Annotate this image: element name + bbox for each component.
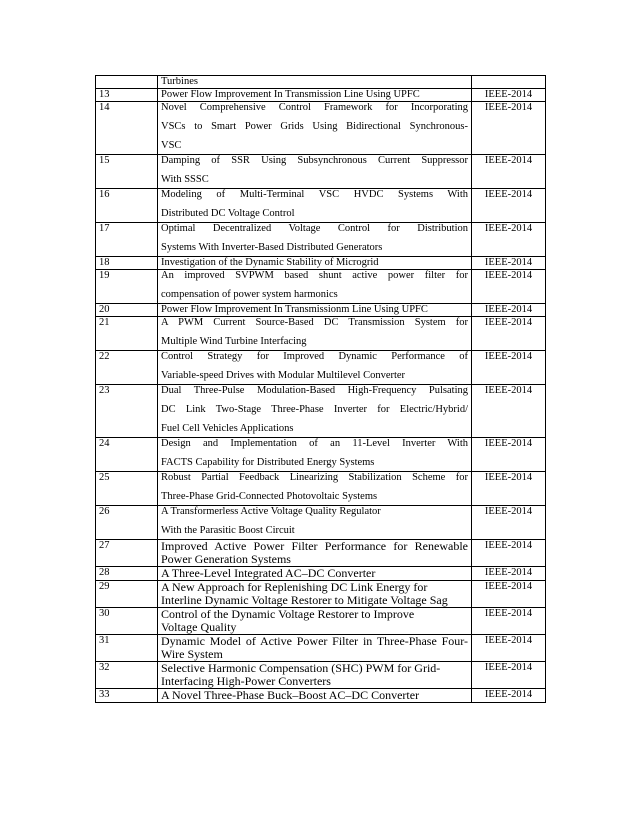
row-number: 32 [96, 662, 158, 689]
project-title-line: FACTS Capability for Distributed Energy Systems [161, 457, 375, 468]
project-list-table [95, 75, 546, 703]
project-title-line: Control of the Dynamic Voltage Restorer to Improve [161, 607, 415, 621]
table-row [96, 76, 546, 89]
project-title-line: Modeling of Multi-Terminal VSC HVDC Systems With [161, 189, 468, 200]
project-title-line: Damping of SSR Using Subsynchronous Current Suppressor [161, 155, 468, 166]
table-row [96, 102, 546, 155]
project-title-line: Selective Harmonic Compensation (SHC) PWM for Grid- [161, 661, 441, 675]
project-title [158, 102, 472, 155]
row-number: 25 [96, 472, 158, 506]
publication-year: IEEE-2014 [472, 351, 546, 385]
table-row [96, 257, 546, 270]
project-title [158, 304, 472, 317]
project-title-line: Novel Comprehensive Control Framework for Incorporating [161, 102, 468, 113]
project-title-line: Investigation of the Dynamic Stability of Microgrid [161, 257, 379, 268]
table-row [96, 89, 546, 102]
publication-year: IEEE-2014 [472, 317, 546, 351]
publication-year: IEEE-2014 [472, 89, 546, 102]
table-row [96, 351, 546, 385]
project-title-line: Variable-speed Drives with Modular Multilevel Converter [161, 370, 406, 381]
project-title-line: Control Strategy for Improved Dynamic Performance of [161, 351, 468, 362]
project-title [158, 189, 472, 223]
table-row [96, 506, 546, 540]
publication-year: IEEE-2014 [472, 223, 546, 257]
publication-year: IEEE-2014 [472, 385, 546, 438]
publication-year: IEEE-2014 [472, 189, 546, 223]
project-title-line: Power Flow Improvement In Transmission Line Using UPFC [161, 89, 420, 100]
table-row [96, 438, 546, 472]
project-title [158, 155, 472, 189]
table-row [96, 567, 546, 581]
project-title [158, 89, 472, 102]
project-title [158, 385, 472, 438]
project-title [158, 540, 472, 567]
table-row [96, 608, 546, 635]
row-number: 16 [96, 189, 158, 223]
project-title-line: With the Parasitic Boost Circuit [161, 525, 295, 536]
project-title-line: compensation of power system harmonics [161, 289, 338, 300]
table-row [96, 689, 546, 703]
row-number: 24 [96, 438, 158, 472]
publication-year: IEEE-2014 [472, 102, 546, 155]
row-number: 29 [96, 581, 158, 608]
row-number: 17 [96, 223, 158, 257]
project-title-line: With SSSC [161, 174, 209, 185]
publication-year: IEEE-2014 [472, 304, 546, 317]
project-title-line: A Novel Three-Phase Buck–Boost AC–DC Converter [161, 688, 420, 702]
project-title-line: Power Generation Systems [161, 552, 291, 566]
project-title-line: A Three-Level Integrated AC–DC Converter [161, 566, 376, 580]
publication-year: IEEE-2014 [472, 155, 546, 189]
publication-year: IEEE-2014 [472, 689, 546, 703]
project-title-line: Dual Three-Pulse Modulation-Based High-Frequency Pulsating [161, 385, 468, 396]
project-title-line: Turbines [161, 76, 198, 87]
table-row [96, 581, 546, 608]
project-title-line: Interfacing High-Power Converters [161, 674, 331, 688]
project-title-line: A Transformerless Active Voltage Quality Regulator [161, 506, 381, 517]
row-number: 27 [96, 540, 158, 567]
project-title [158, 472, 472, 506]
project-title-line: Distributed DC Voltage Control [161, 208, 295, 219]
project-title-line: A New Approach for Replenishing DC Link Energy for [161, 580, 428, 594]
project-title-line: Robust Partial Feedback Linearizing Stabilization Scheme for [161, 472, 468, 483]
table-row [96, 635, 546, 662]
project-title-line: An improved SVPWM based shunt active power filter for [161, 270, 468, 281]
project-title-line: Design and Implementation of an 11-Level Inverter With [161, 438, 468, 449]
project-title-line: Improved Active Power Filter Performance for Renewable [161, 539, 468, 553]
project-title [158, 351, 472, 385]
row-number: 23 [96, 385, 158, 438]
row-number: 28 [96, 567, 158, 581]
project-title [158, 317, 472, 351]
row-number: 14 [96, 102, 158, 155]
project-title [158, 76, 472, 89]
table-row [96, 385, 546, 438]
project-title-line: Systems With Inverter-Based Distributed Generators [161, 242, 383, 253]
table-row [96, 270, 546, 304]
publication-year: IEEE-2014 [472, 662, 546, 689]
publication-year: IEEE-2014 [472, 635, 546, 662]
project-title [158, 581, 472, 608]
row-number: 30 [96, 608, 158, 635]
publication-year: IEEE-2014 [472, 438, 546, 472]
table-row [96, 317, 546, 351]
row-number: 21 [96, 317, 158, 351]
publication-year: IEEE-2014 [472, 506, 546, 540]
project-title-line: Optimal Decentralized Voltage Control for Distribution [161, 223, 468, 234]
table-row [96, 189, 546, 223]
project-title-line: Multiple Wind Turbine Interfacing [161, 336, 307, 347]
project-title [158, 438, 472, 472]
row-number: 33 [96, 689, 158, 703]
project-title-line: Voltage Quality [161, 620, 237, 634]
project-title-line: Interline Dynamic Voltage Restorer to Mitigate Voltage Sag [161, 593, 448, 607]
row-number: 20 [96, 304, 158, 317]
publication-year: IEEE-2014 [472, 608, 546, 635]
project-title-line: DC Link Two-Stage Three-Phase Inverter for Electric/Hybrid/ [161, 404, 468, 415]
table-row [96, 472, 546, 506]
project-title [158, 689, 472, 703]
project-title-line: VSCs to Smart Power Grids Using Bidirectional Synchronous- [161, 121, 468, 132]
project-title [158, 257, 472, 270]
project-title-line: Dynamic Model of Active Power Filter in Three-Phase Four- [161, 634, 468, 648]
project-title [158, 608, 472, 635]
project-title [158, 506, 472, 540]
project-title-line: Fuel Cell Vehicles Applications [161, 423, 294, 434]
table-row [96, 155, 546, 189]
table-row [96, 223, 546, 257]
publication-year: IEEE-2014 [472, 270, 546, 304]
publication-year [472, 76, 546, 89]
project-title [158, 662, 472, 689]
row-number [96, 76, 158, 89]
project-title [158, 567, 472, 581]
table-body [96, 76, 546, 703]
row-number: 31 [96, 635, 158, 662]
table-row [96, 540, 546, 567]
project-title-line: Power Flow Improvement In Transmissionm Line Using UPFC [161, 304, 428, 315]
publication-year: IEEE-2014 [472, 472, 546, 506]
project-title [158, 635, 472, 662]
project-title [158, 223, 472, 257]
row-number: 19 [96, 270, 158, 304]
project-title-line: A PWM Current Source-Based DC Transmission System for [161, 317, 468, 328]
publication-year: IEEE-2014 [472, 581, 546, 608]
table-row [96, 662, 546, 689]
project-title [158, 270, 472, 304]
project-title-line: Three-Phase Grid-Connected Photovoltaic Systems [161, 491, 378, 502]
table-row [96, 304, 546, 317]
row-number: 13 [96, 89, 158, 102]
publication-year: IEEE-2014 [472, 257, 546, 270]
row-number: 15 [96, 155, 158, 189]
publication-year: IEEE-2014 [472, 567, 546, 581]
row-number: 22 [96, 351, 158, 385]
project-title-line: Wire System [161, 647, 223, 661]
row-number: 26 [96, 506, 158, 540]
row-number: 18 [96, 257, 158, 270]
project-title-line: VSC [161, 140, 182, 151]
publication-year: IEEE-2014 [472, 540, 546, 567]
